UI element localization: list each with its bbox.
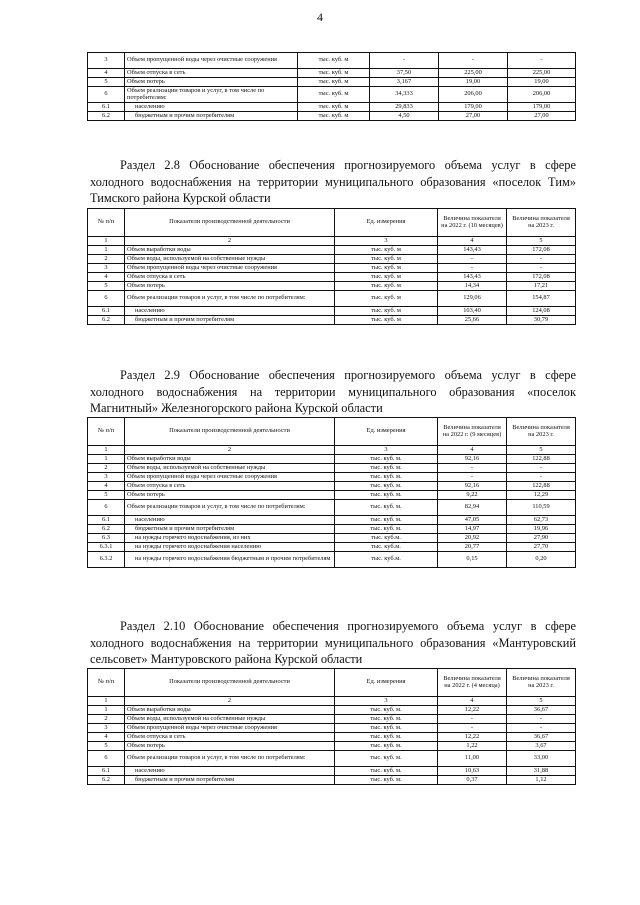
unit: тыс. куб. м. [335,706,438,715]
table-row [88,534,576,543]
indicator-name: Объем реализации товаров и услуг, в том числе по потребителям: [125,291,335,307]
row-number: 5 [88,282,125,291]
indicator-name: Объем реализации товаров и услуг, в том числе по потребителям: [125,500,335,516]
value-2022: - [438,724,507,733]
value-2023: - [507,464,576,473]
value: 179,00 [508,103,576,112]
value: 37,50 [370,69,439,78]
value-2023: 110,59 [507,500,576,516]
unit: тыс. куб. м [298,69,370,78]
row-number: 6.1 [88,516,125,525]
unit: тыс. куб. м. [335,491,438,500]
row-number: 4 [88,733,125,742]
value-2023: 122,88 [507,482,576,491]
row-number: 6.3.1 [88,543,125,552]
row-number: 6.2 [88,112,125,121]
table-row [88,516,576,525]
row-number: 1 [88,455,125,464]
value: 19,00 [439,78,508,87]
value-2023: 172,08 [507,273,576,282]
value-2022: 12,22 [438,733,507,742]
column-number: 1 [88,237,125,246]
column-number: 4 [438,446,507,455]
value-2023: 12,29 [507,491,576,500]
indicator-name: Объем отпуска в сеть [125,482,335,491]
value-2023: - [507,724,576,733]
table-row [88,724,576,733]
column-number: 2 [125,446,335,455]
unit: тыс. куб. м. [335,464,438,473]
value-2022: 20,92 [438,534,507,543]
row-number: 6.3 [88,534,125,543]
indicator-name: Объем воды, используемой на собственные нужды [125,464,335,473]
unit: тыс. куб. м [298,53,370,69]
row-number: 6.1 [88,307,125,316]
value-2022: - [438,473,507,482]
table-row [88,482,576,491]
value-2022: 9,22 [438,491,507,500]
unit: тыс. куб. м. [335,473,438,482]
row-number: 6.1 [88,103,125,112]
column-number: 2 [125,697,335,706]
unit: тыс. куб. м. [335,724,438,733]
unit: тыс. куб. м. [335,751,438,767]
unit: тыс. куб. м. [335,500,438,516]
row-number: 4 [88,482,125,491]
value-2023: 31,88 [507,767,576,776]
row-number: 1 [88,246,125,255]
value-2022: 10,63 [438,767,507,776]
row-number: 3 [88,53,125,69]
indicator-name: бюджетным и прочим потребителям [125,525,335,534]
section-2-9-table [87,417,576,568]
column-header: Ед. измерения [335,418,438,446]
value-2022: 47,05 [438,516,507,525]
column-numbers-row [88,237,576,246]
value: - [370,53,439,69]
value-2023: 27,90 [507,534,576,543]
value-2023: 1,12 [507,776,576,785]
header-row [88,418,576,446]
row-number: 6 [88,751,125,767]
column-header: Величина показателя на 2023 г. [507,669,576,697]
value: 225,00 [439,69,508,78]
unit: тыс. куб. м [335,316,438,325]
indicator-name: на нужды горячего водоснабжения, из них [125,534,335,543]
table-row [88,776,576,785]
column-number: 1 [88,697,125,706]
row-number: 2 [88,464,125,473]
column-numbers-row [88,697,576,706]
value-2022: 0,37 [438,776,507,785]
column-header: Величина показателя на 2022 г. (9 месяцев) [438,418,507,446]
column-number: 5 [507,446,576,455]
value-2023: 124,08 [507,307,576,316]
value-2023: 33,00 [507,751,576,767]
indicator-name: Объем пропущенной воды через очистные сооружения [125,53,298,69]
row-number: 4 [88,69,125,78]
row-number: 3 [88,473,125,482]
unit: тыс. куб. м [298,78,370,87]
column-header: № п/п [88,669,125,697]
unit: тыс. куб. м [335,282,438,291]
value-2023: - [507,715,576,724]
indicator-name: Объем выработки воды [125,706,335,715]
column-number: 4 [438,237,507,246]
unit: тыс. куб. м. [335,516,438,525]
table-row [88,78,576,87]
indicator-name: населению [125,307,335,316]
value-2023: 0,20 [507,552,576,568]
table-row [88,464,576,473]
row-number: 5 [88,742,125,751]
unit: тыс. куб. м. [335,715,438,724]
column-header: Показатели производственной деятельности [125,418,335,446]
row-number: 6 [88,291,125,307]
table-row [88,500,576,516]
table-row [88,316,576,325]
value-2022: 82,94 [438,500,507,516]
indicator-name: Объем отпуска в сеть [125,733,335,742]
unit: тыс. куб. м. [335,767,438,776]
table-row [88,103,576,112]
table-row [88,543,576,552]
value-2023: 36,67 [507,733,576,742]
table-row [88,552,576,568]
table-row [88,291,576,307]
table-row [88,751,576,767]
unit: тыс. куб. м [335,307,438,316]
indicator-name: Объем пропущенной воды через очистные сооружения [125,724,335,733]
indicator-name: Объем реализации товаров и услуг, в том числе по потребителям: [125,87,298,103]
table-row [88,455,576,464]
indicator-name: Объем воды, используемой на собственные нужды [125,255,335,264]
row-number: 6.2 [88,776,125,785]
table-row [88,273,576,282]
header-row [88,669,576,697]
page-number: 4 [317,10,323,24]
value-2023: 62,73 [507,516,576,525]
value-2022: - [438,715,507,724]
value-2022: 14,34 [438,282,507,291]
section-2-8-table [87,208,576,325]
table-row [88,112,576,121]
row-number: 6.2 [88,525,125,534]
value-2023: 172,08 [507,246,576,255]
column-numbers-row [88,446,576,455]
row-number: 5 [88,78,125,87]
value: 27,00 [508,112,576,121]
value-2022: 25,66 [438,316,507,325]
value-2022: - [438,264,507,273]
row-number: 6 [88,500,125,516]
row-number: 6.2 [88,316,125,325]
value-2023: 19,96 [507,525,576,534]
unit: тыс. куб. м. [335,776,438,785]
column-header: № п/п [88,418,125,446]
value-2022: 143,43 [438,246,507,255]
unit: тыс. куб. м [335,246,438,255]
column-header: Величина показателя на 2022 г. (10 месяцев) [438,209,507,237]
value-2022: 1,22 [438,742,507,751]
unit: тыс. куб.м. [335,552,438,568]
row-number: 4 [88,273,125,282]
table-row [88,87,576,103]
value-2022: 14,97 [438,525,507,534]
indicator-name: Объем потерь [125,491,335,500]
unit: тыс. куб. м [298,112,370,121]
column-number: 3 [335,697,438,706]
indicator-name: Объем пропущенной воды через очистные сооружения [125,473,335,482]
column-number: 5 [507,237,576,246]
value-2023: 27,70 [507,543,576,552]
column-number: 1 [88,446,125,455]
indicator-name: Объем пропущенной воды через очистные сооружения [125,264,335,273]
value-2022: 20,77 [438,543,507,552]
value-2023: 30,79 [507,316,576,325]
value-2023: 3,67 [507,742,576,751]
value-2022: - [438,464,507,473]
section-2-9-heading: Раздел 2.9 Обоснование обеспечения прогнозируемого объема услуг в сфере холодного водоснабжения на территории муниципального образования «поселок Магнитный» Железногорского района Курской области [90,368,576,415]
value-2022: - [438,255,507,264]
table-row [88,264,576,273]
value: 206,00 [508,87,576,103]
value: - [508,53,576,69]
table-row [88,767,576,776]
table-row [88,246,576,255]
unit: тыс. куб.м. [335,534,438,543]
value-2023: - [507,473,576,482]
column-number: 4 [438,697,507,706]
row-number: 2 [88,715,125,724]
indicator-name: бюджетным и прочим потребителям [125,776,335,785]
column-header: Ед. измерения [335,669,438,697]
value-2023: 122,88 [507,455,576,464]
row-number: 1 [88,706,125,715]
column-header: Величина показателя на 2023 г. [507,418,576,446]
indicator-name: населению [125,103,298,112]
unit: тыс. куб. м. [335,525,438,534]
value-2023: - [507,264,576,273]
value: 179,00 [439,103,508,112]
value-2022: 103,40 [438,307,507,316]
column-header: Величина показателя на 2022 г. (4 месяца) [438,669,507,697]
value: - [439,53,508,69]
value-2022: 129,06 [438,291,507,307]
column-header: Ед. измерения [335,209,438,237]
table-row [88,715,576,724]
indicator-name: Объем потерь [125,282,335,291]
value-2023: - [507,255,576,264]
unit: тыс. куб. м. [335,742,438,751]
column-number: 5 [507,697,576,706]
indicator-name: Объем выработки воды [125,455,335,464]
row-number: 3 [88,724,125,733]
table-row [88,255,576,264]
value: 206,00 [439,87,508,103]
table-row [88,53,576,69]
indicator-name: бюджетным и прочим потребителям [125,112,298,121]
value: 3,167 [370,78,439,87]
column-header: № п/п [88,209,125,237]
unit: тыс. куб. м. [335,455,438,464]
value: 225,00 [508,69,576,78]
unit: тыс. куб. м [298,103,370,112]
column-number: 3 [335,446,438,455]
value-2022: 12,22 [438,706,507,715]
value-2023: 17,21 [507,282,576,291]
table-row [88,742,576,751]
value: 4,50 [370,112,439,121]
value-2023: 154,87 [507,291,576,307]
indicator-name: Объем потерь [125,78,298,87]
row-number: 2 [88,255,125,264]
column-number: 2 [125,237,335,246]
indicator-name: Объем потерь [125,742,335,751]
section-2-10-table [87,668,576,785]
column-header: Величина показателя на 2023 г. [507,209,576,237]
section-2-10-heading: Раздел 2.10 Обоснование обеспечения прогнозируемого объема услуг в сфере холодного водоснабжения на территории муниципального образования «Мантуровский сельсовет» Мантуровского района Курской области [90,619,576,666]
row-number: 6.1 [88,767,125,776]
value-2022: 143,43 [438,273,507,282]
value: 27,00 [439,112,508,121]
table-row [88,491,576,500]
value-2022: 92,16 [438,482,507,491]
row-number: 6 [88,87,125,103]
table-row [88,69,576,78]
indicator-name: Объем отпуска в сеть [125,273,335,282]
table-row [88,733,576,742]
indicator-name: бюджетным и прочим потребителям [125,316,335,325]
table-row [88,525,576,534]
value-2022: 92,16 [438,455,507,464]
row-number: 6.3.2 [88,552,125,568]
section-2-8-heading: Раздел 2.8 Обоснование обеспечения прогнозируемого объема услуг в сфере холодного водоснабжения на территории муниципального образования «поселок Тим» Тимского района Курской области [90,158,576,205]
table-row [88,706,576,715]
column-header: Показатели производственной деятельности [125,669,335,697]
indicator-name: Объем отпуска в сеть [125,69,298,78]
value-2023: 36,67 [507,706,576,715]
unit: тыс. куб. м [335,273,438,282]
table-row [88,282,576,291]
indicator-name: на нужды горячего водоснабжения населению [125,543,335,552]
value: 29,833 [370,103,439,112]
indicator-name: на нужды горячего водоснабжения бюджетным и прочим потребителям [125,552,335,568]
value: 34,333 [370,87,439,103]
table-row [88,307,576,316]
indicator-name: Объем выработки воды [125,246,335,255]
column-header: Показатели производственной деятельности [125,209,335,237]
value: 19,00 [508,78,576,87]
indicator-name: населению [125,516,335,525]
row-number: 5 [88,491,125,500]
unit: тыс. куб. м [335,264,438,273]
unit: тыс. куб. м [335,255,438,264]
indicator-name: населению [125,767,335,776]
column-number: 3 [335,237,438,246]
table-row [88,473,576,482]
unit: тыс. куб. м [298,87,370,103]
indicator-name: Объем реализации товаров и услуг, в том числе по потребителям: [125,751,335,767]
row-number: 3 [88,264,125,273]
unit: тыс. куб.м. [335,543,438,552]
unit: тыс. куб. м [335,291,438,307]
top-table [87,52,576,121]
value-2022: 11,00 [438,751,507,767]
value-2022: 0,15 [438,552,507,568]
unit: тыс. куб. м. [335,733,438,742]
unit: тыс. куб. м. [335,482,438,491]
indicator-name: Объем воды, используемой на собственные нужды [125,715,335,724]
header-row [88,209,576,237]
